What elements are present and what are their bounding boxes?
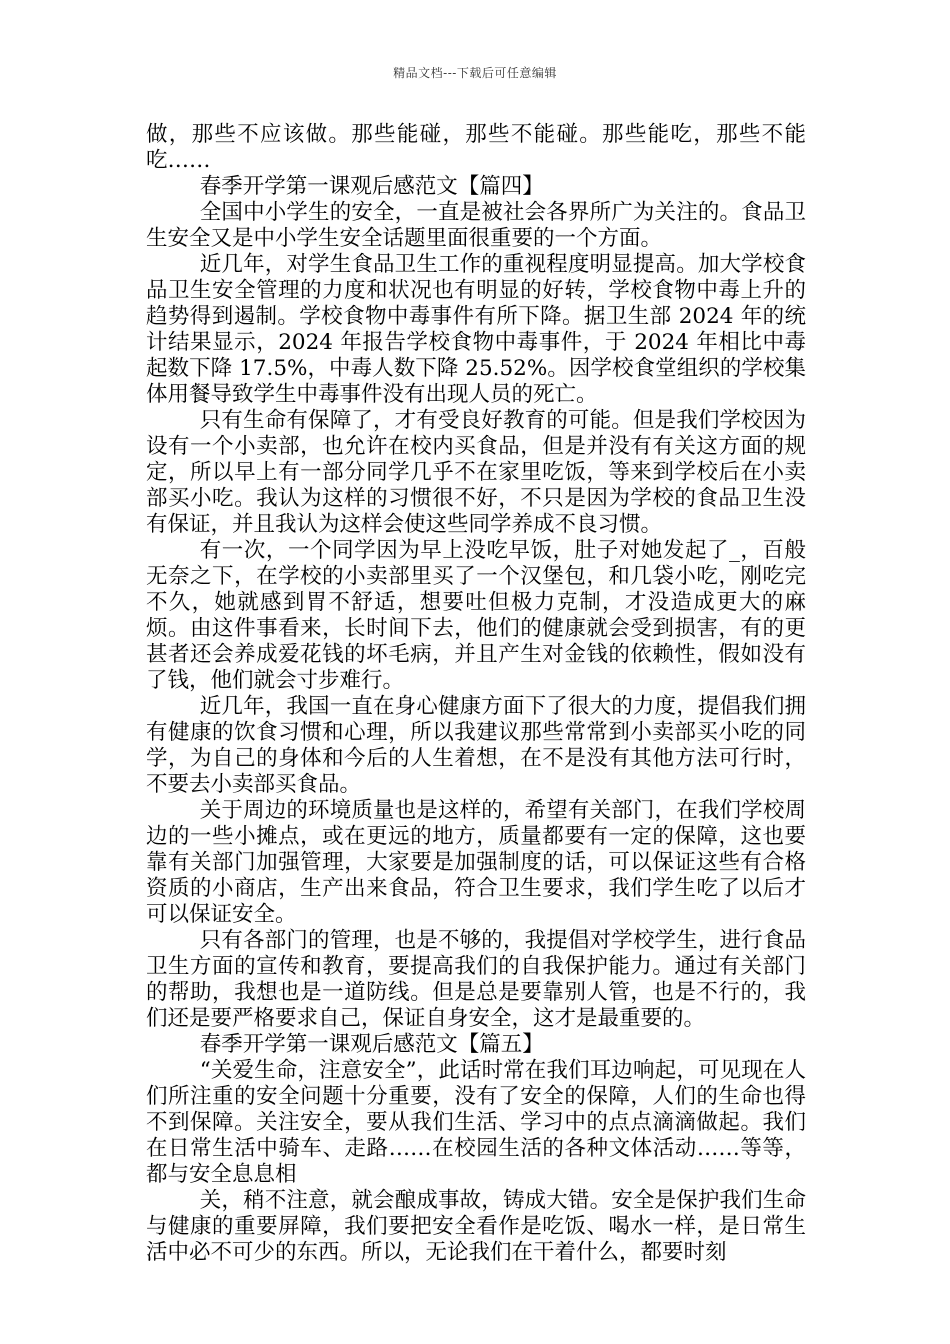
section-heading-part-five: 春季开学第一课观后感范文【篇五】 — [199, 1032, 544, 1057]
paragraph: “关爱生命，注意安全”，此话时常在我们耳边响起，可见现在人们所注重的安全问题十分重要，没有了安全的保障，人们的生命也得不到保障。关注安全，要从我们生活、学习中的点点滴滴做起。我们在日常生活中骑车、走路……在校园生活的各种文体活动……等等，都与安全息息相 — [146, 1058, 806, 1187]
paragraph: 全国中小学生的安全，一直是被社会各界所广为关注的。食品卫生安全又是中小学生安全话题里面很重要的一个方面。 — [146, 200, 806, 251]
paragraph: 有一次，一个同学因为早上没吃早饭，肚子对她发起了_，百般无奈之下，在学校的小卖部里买了一个汉堡包，和几袋小吃，刚吃完不久，她就感到胃不舒适，想要吐但极力克制，才没造成更大的麻烦。由这件事看来，长时间下去，他们的健康就会受到损害，有的更甚者还会养成爱花钱的坏毛病，并且产生对金钱的依赖性，假如没有了钱，他们就会寸步难行。 — [146, 538, 806, 693]
paragraph: 近几年，对学生食品卫生工作的重视程度明显提高。加大学校食品卫生安全管理的力度和状况也有明显的好转，学校食物中毒上升的趋势得到遏制。学校食物中毒事件有所下降。据卫生部 2024 年的统计结果显示，2024 年报告学校食物中毒事件，于 2024 年相比中毒起数下降 17.5%，中毒人数下降 25.52%。因学校食堂组织的学校集体用餐导致学生中毒事件没有出现人员的死亡。 — [146, 252, 806, 407]
paragraph: 只有生命有保障了，才有受良好教育的可能。但是我们学校因为设有一个小卖部，也允许在校内买食品，但是并没有有关这方面的规定，所以早上有一部分同学几乎不在家里吃饭，等来到学校后在小卖部买小吃。我认为这样的习惯很不好，不只是因为学校的食品卫生没有保证，并且我认为这样会使这些同学养成不良习惯。 — [146, 408, 806, 537]
paragraph: 只有各部门的管理，也是不够的，我提倡对学校学生，进行食品卫生方面的宣传和教育，要提高我们的自我保护能力。通过有关部门的帮助，我想也是一道防线。但是总是要靠别人管，也是不行的，我们还是要严格要求自己，保证自身安全，这才是最重要的。 — [146, 928, 806, 1031]
page-header: 精品文档---下载后可任意编辑 — [393, 66, 557, 80]
paragraph: 近几年，我国一直在身心健康方面下了很大的力度，提倡我们拥有健康的饮食习惯和心理，所以我建议那些常常到小卖部买小吃的同学，为自己的身体和今后的人生着想，在不是没有其他方法可行时，不要去小卖部买食品。 — [146, 694, 806, 797]
document-body — [146, 122, 806, 1266]
section-heading-part-four: 春季开学第一课观后感范文【篇四】 — [199, 174, 544, 199]
paragraph-continuation: 做，那些不应该做。那些能碰，那些不能碰。那些能吃，那些不能吃…… — [146, 122, 806, 173]
paragraph: 关于周边的环境质量也是这样的，希望有关部门，在我们学校周边的一些小摊点，或在更远的地方，质量都要有一定的保障，这也要靠有关部门加强管理，大家要是加强制度的话，可以保证这些有合格资质的小商店，生产出来食品，符合卫生要求，我们学生吃了以后才可以保证安全。 — [146, 798, 806, 927]
paragraph: 关，稍不注意，就会酿成事故，铸成大错。安全是保护我们生命与健康的重要屏障，我们要把安全看作是吃饭、喝水一样，是日常生活中必不可少的东西。所以，无论我们在干着什么，都要时刻 — [146, 1188, 806, 1265]
